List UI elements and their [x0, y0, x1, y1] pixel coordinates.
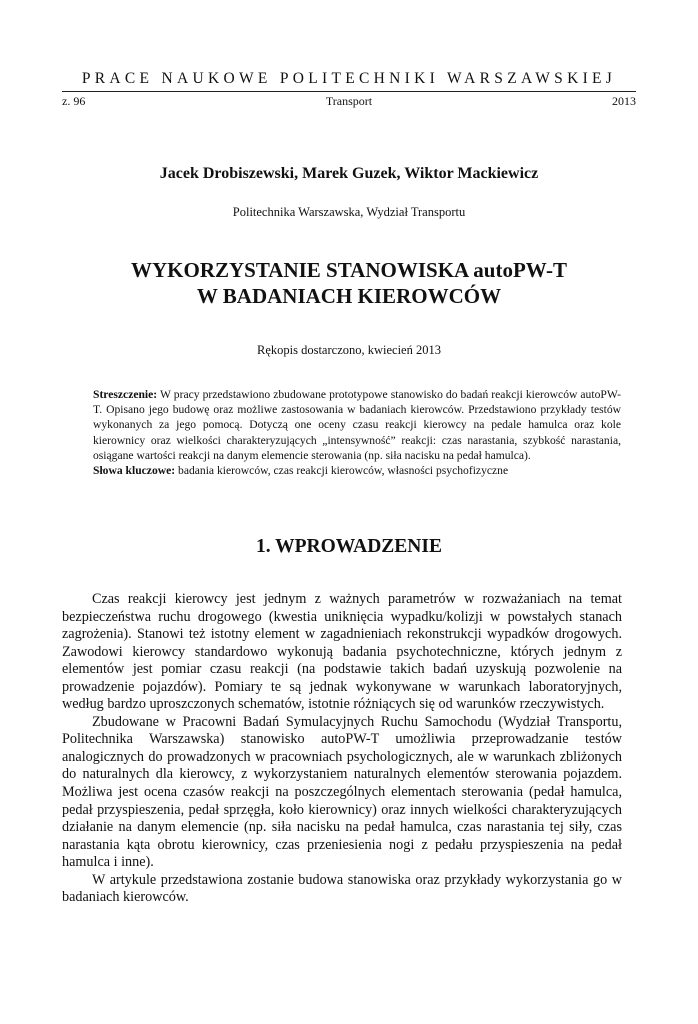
- section-heading: 1. WPROWADZENIE: [255, 536, 442, 557]
- abstract-paragraph: [93, 387, 621, 463]
- affiliation: Politechnika Warszawska, Wydział Transportu: [232, 205, 466, 219]
- body-paragraph-3: W artykule przedstawiona zostanie budowa stanowiska oraz przykłady wykorzystania go w badaniach kierowców.: [62, 871, 622, 906]
- volume-number: z. 96: [62, 94, 86, 108]
- paper-title-line-1: WYKORZYSTANIE STANOWISKA autoPW-T: [130, 258, 568, 282]
- received-date: Rękopis dostarczono, kwiecień 2013: [257, 343, 441, 357]
- authors: Jacek Drobiszewski, Marek Guzek, Wiktor Mackiewicz: [159, 165, 539, 182]
- body-paragraph-2: Zbudowane w Pracowni Badań Symulacyjnych Ruchu Samochodu (Wydział Transportu, Politechnika Warszawska) stanowisko autoPW-T umożliwia przeprowadzanie testów analogicznych do prowadzonych w pracowniach psychologicznych, ale w warunkach zbliżonych do naturalnych dla kierowcy, z wykorzystaniem naturalnych elementów sterowania pojazdem. Możliwa jest ocena czasów reakcji na poszczególnych elementach sterowania (pedał hamulca, pedał przyspieszenia, pedał sprzęgła, koło kierownicy) oraz innych wielkości charakteryzujących działanie na danym elemencie (np. siła nacisku na pedał hamulca, czas narastania tej siły, czas narastania kąta obrotu kierownicy, czas przeniesienia nogi z pedału przyspieszenia na pedał hamulca i inne).: [62, 713, 622, 871]
- publication-year: 2013: [612, 94, 636, 108]
- section-body: [62, 591, 622, 907]
- body-paragraph-1: Czas reakcji kierowcy jest jednym z ważnych parametrów w rozważaniach na temat bezpieczeństwa ruchu drogowego (kwestia uniknięcia wypadku/kolizji w powstałych stanach zagrożenia). Stanowi też istotny element w zagadnieniach rekonstrukcji wypadków drogowych. Zawodowi kierowcy standardowo wykonują badania psychotechniczne, których jednym z elementów jest pomiar czasu reakcji (na podstawie takich badań uzyskują pozwolenie na prowadzenie pojazdów). Pomiary te są jednak wykonywane w warunkach laboratoryjnych, według bardzo uproszczonych schematów, istotnie różniących się od warunków rzeczywistych.: [62, 591, 622, 713]
- running-header: [62, 91, 636, 109]
- keywords-text: badania kierowców, czas reakcji kierowców, własności psychofizyczne: [178, 464, 509, 478]
- keywords-label: Słowa kluczowe:: [93, 464, 176, 478]
- paper-title: [0, 257, 698, 309]
- abstract: [93, 387, 621, 478]
- abstract-text: W pracy przedstawiono zbudowane prototypowe stanowisko do badań reakcji kierowców autoPW-T. Opisano jego budowę oraz możliwe zastosowania w badaniach kierowców. Przedstawiono przykłady testów wykonanych za jego pomocą. Dotyczą one oceny czasu reakcji kierowcy na pedale hamulca oraz kole kierownicy oraz wielkości charakteryzujących „intensywność” reakcji: czas narastania, szybkość narastania, osiągane wartości reakcji na danym elemencie sterowania (np. siła nacisku na pedał hamulca).: [93, 388, 621, 462]
- journal-title: PRACE NAUKOWE POLITECHNIKI WARSZAWSKIEJ: [81, 70, 617, 87]
- series-name: Transport: [325, 94, 373, 108]
- paper-title-line-2: W BADANIACH KIEROWCÓW: [196, 284, 502, 308]
- abstract-label: Streszczenie:: [93, 388, 158, 401]
- keywords: [93, 463, 621, 478]
